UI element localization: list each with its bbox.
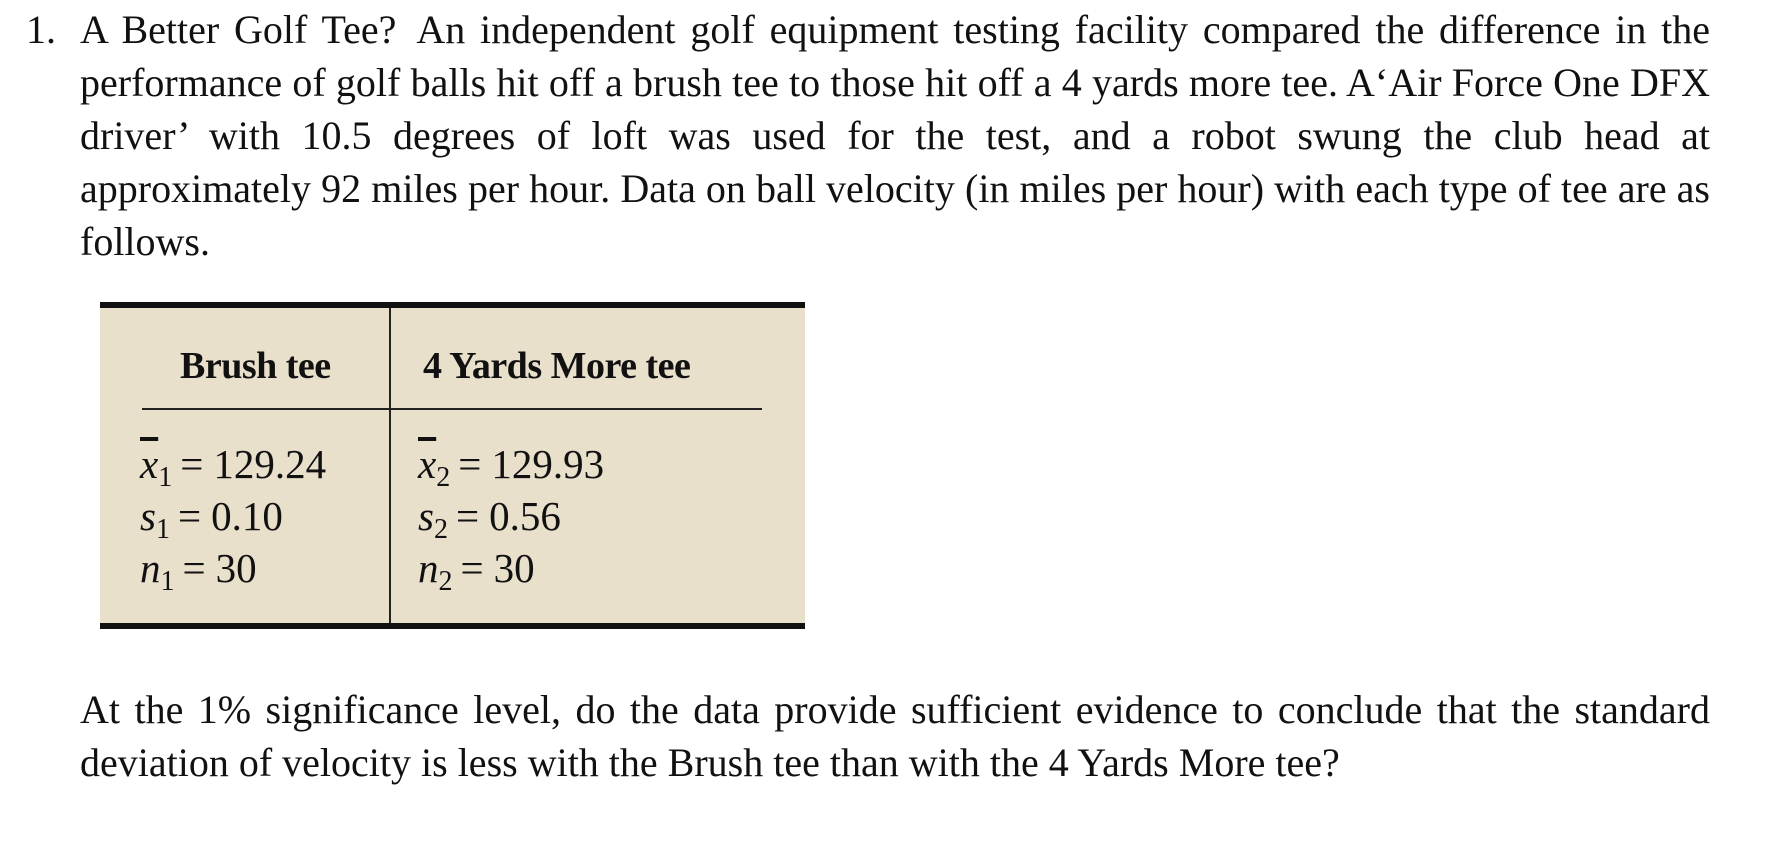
yards-mean-symbol: $\overline{x}$ (418, 441, 437, 487)
equals-sign: = (180, 441, 204, 487)
problem-question-paragraph: At the 1% significance level, do the data provide sufficient evidence to conclude that the standard deviation of velocity is less with the Brush tee than with the 4 Yards More tee? (80, 687, 1710, 785)
yards-sd-value: 0.56 (489, 493, 561, 539)
yards-sd-subscript: 2 (433, 514, 448, 545)
problem-number: 1. (26, 7, 56, 52)
equals-sign: = (458, 441, 482, 487)
header-4-yards-more-tee: 4 Yards More tee (423, 345, 691, 387)
brush-n-symbol: n (140, 545, 161, 591)
equals-sign: = (177, 493, 202, 539)
yards-n-cell (418, 542, 535, 608)
yards-n-subscript: 2 (438, 566, 453, 597)
yards-mean-value: 129.93 (491, 441, 605, 487)
brush-mean-value: 129.24 (213, 441, 327, 487)
table-header-rule (142, 408, 762, 410)
brush-mean-subscript: 1 (158, 462, 173, 493)
problem-intro-text: An independent golf equipment testing facility compared the difference in the performance of golf balls hit off a brush tee to those hit off a 4 yards more tee. A‘Air Force One DFX driver’ with 10.5 degrees of loft was used for the test, and a robot swung the club head at approximately 92 miles per hour. Data on ball velocity (in miles per hour) with each type of tee are as follows. (80, 7, 1710, 264)
brush-sd-symbol: s (140, 493, 156, 539)
table-column-divider (389, 308, 391, 623)
equals-sign: = (455, 493, 480, 539)
equals-sign: = (460, 545, 484, 591)
brush-n-value: 30 (215, 545, 257, 591)
brush-mean-symbol: $\overline{x}$ (140, 441, 159, 487)
data-table (100, 302, 805, 629)
problem-title: A Better Golf Tee? (80, 7, 397, 52)
problem-intro-paragraph (80, 3, 1710, 268)
header-brush-tee: Brush tee (180, 345, 331, 387)
brush-sd-value: 0.10 (211, 493, 283, 539)
yards-n-symbol: n (418, 545, 439, 591)
brush-n-subscript: 1 (160, 566, 175, 597)
equals-sign: = (182, 545, 206, 591)
brush-n-cell (140, 542, 257, 608)
brush-sd-subscript: 1 (155, 514, 170, 545)
yards-n-value: 30 (493, 545, 535, 591)
yards-sd-symbol: s (418, 493, 434, 539)
yards-mean-subscript: 2 (436, 462, 451, 493)
